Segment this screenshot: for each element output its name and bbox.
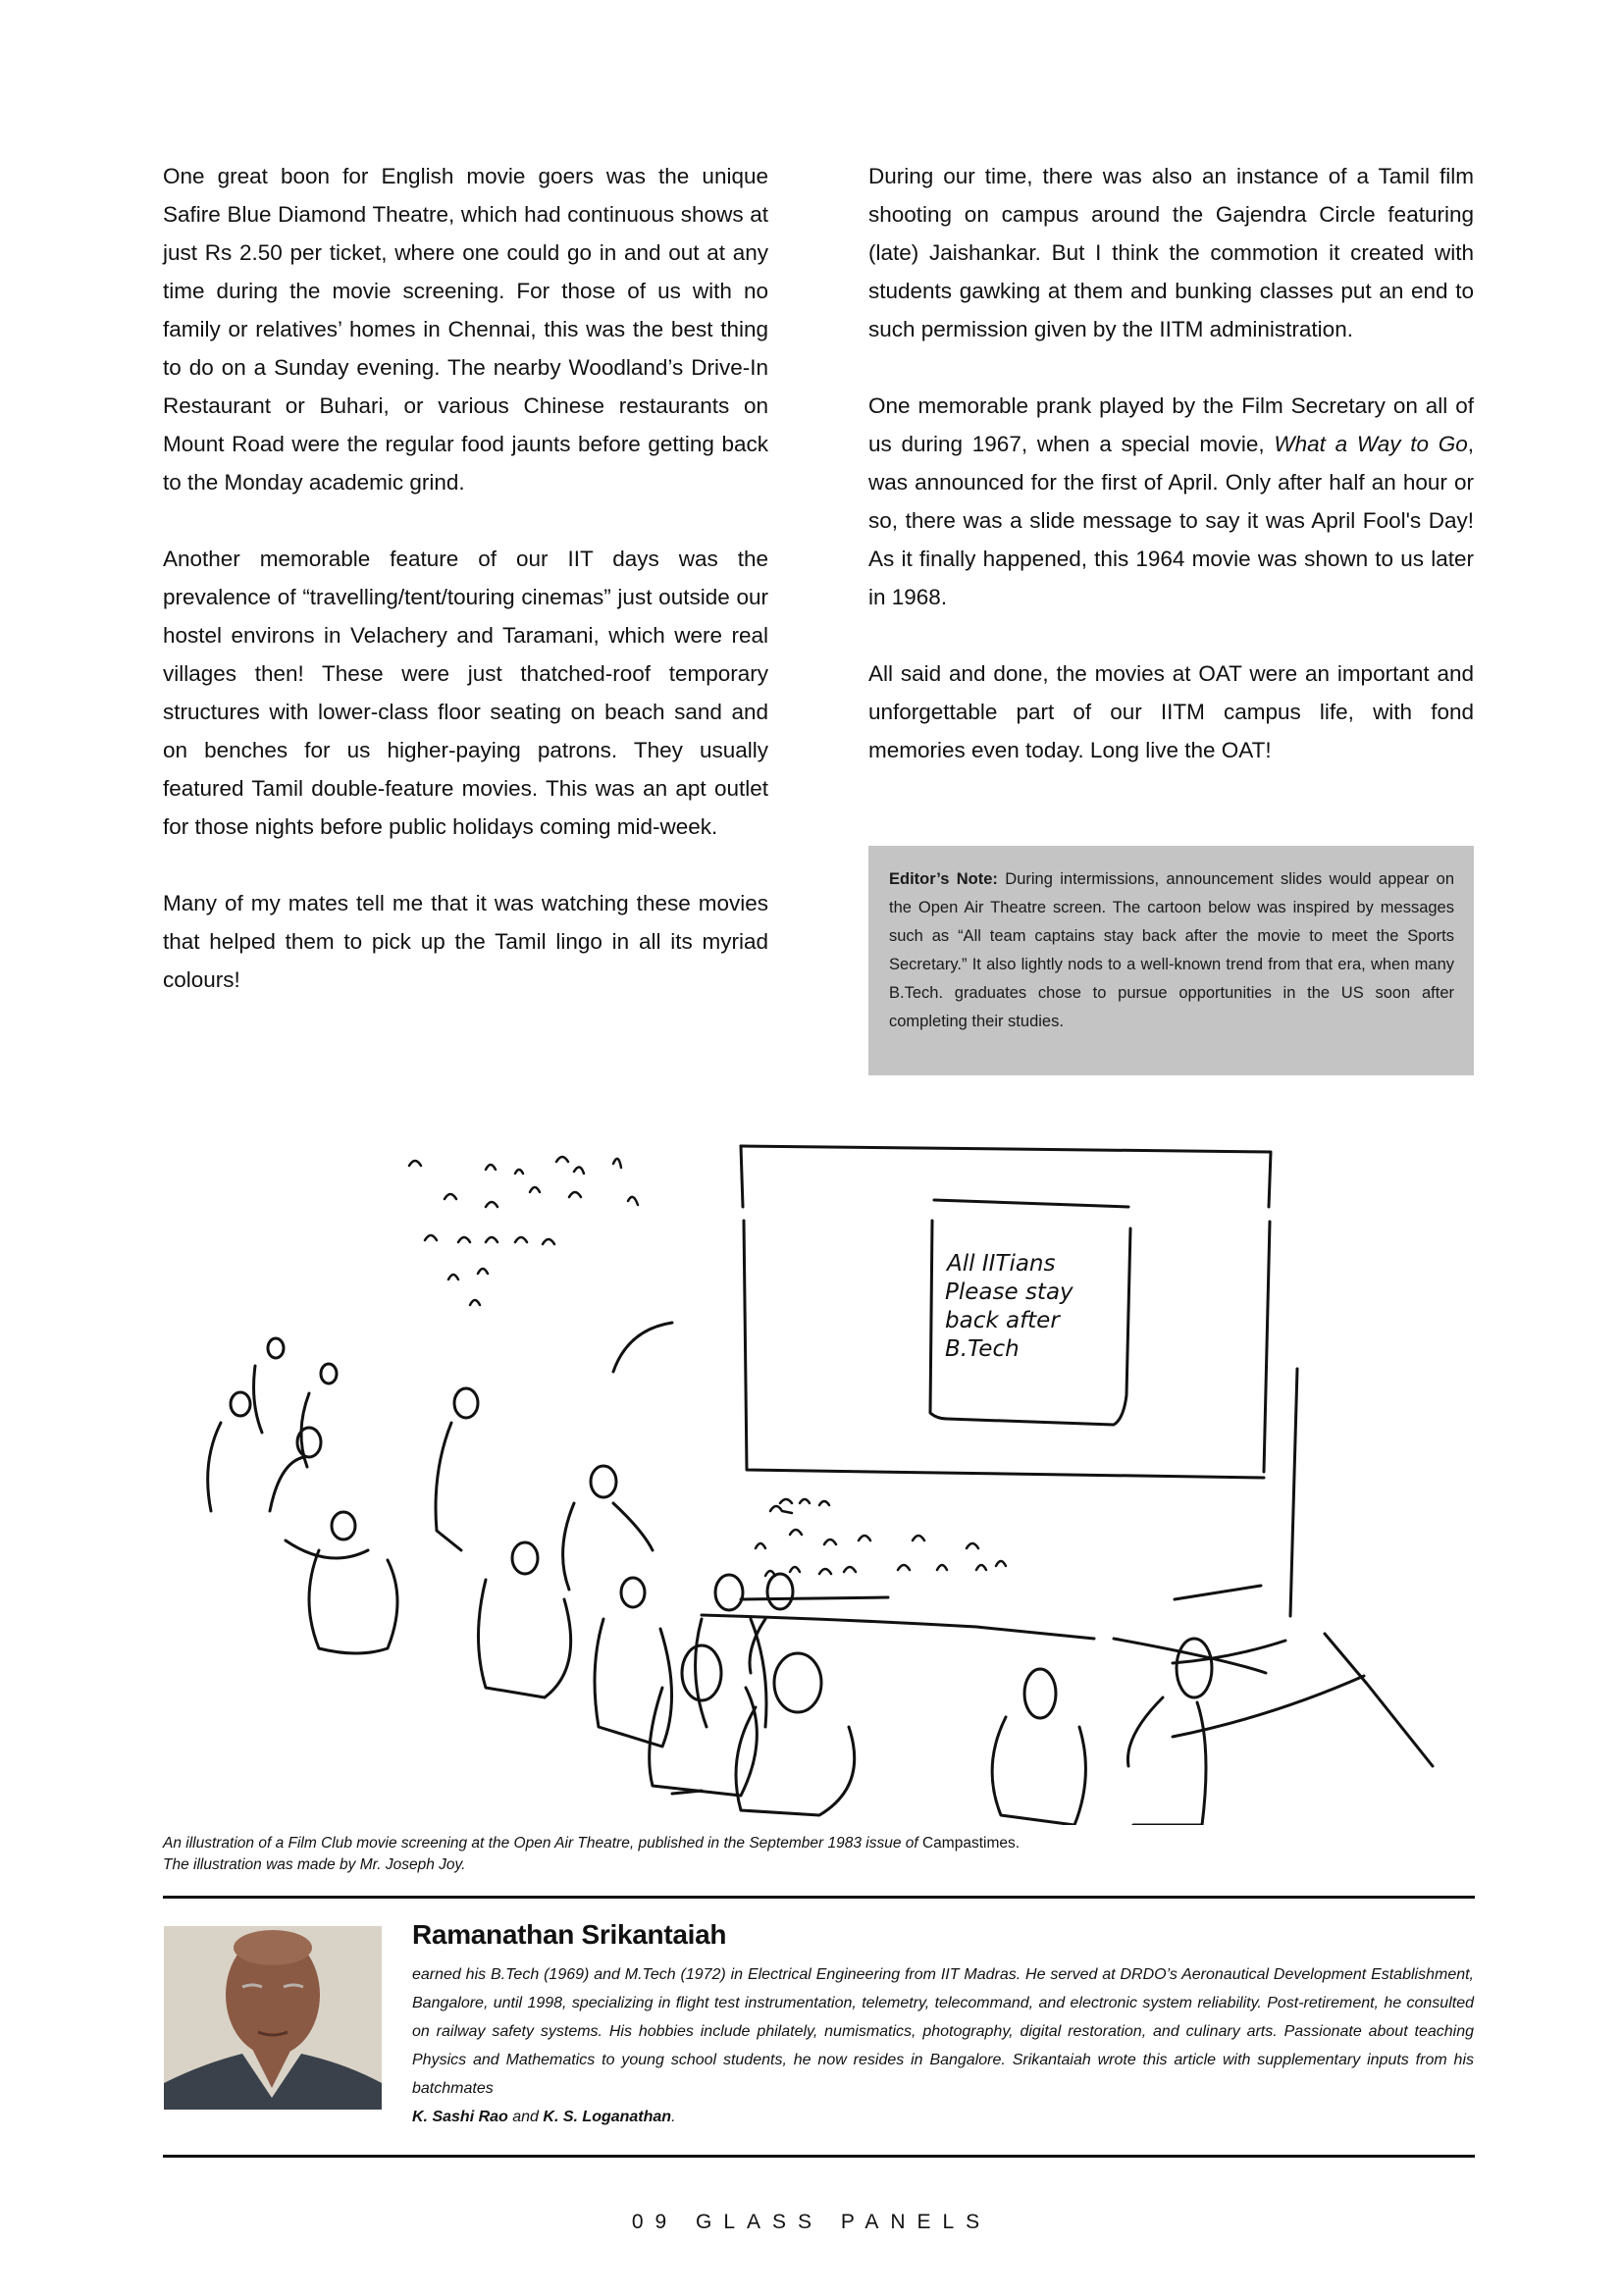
- divider-bottom: [163, 2155, 1475, 2158]
- author-photo: [164, 1926, 382, 2110]
- editors-note-label: Editor’s Note:: [889, 870, 998, 888]
- prank-text-before: One memorable prank played by the Film Secretary on all of us during 1967, when a special movie,: [868, 393, 1474, 456]
- author-bio-text: earned his B.Tech (1969) and M.Tech (1972) in Electrical Engineering from IIT Madras. He served at DRDO’s Aeronautical Development Establishment, Bangalore, until 1998, specializing in flight test instrumentation, telemetry, telecommand, and electronic system reliability. Post-retirement, he consulted on railway safety systems. His hobbies include philately, numismatics, photography, digital restoration, and culinary arts. Passionate about teaching Physics and Mathematics to young school students, he now resides in Bangalore. Srikantaiah wrote this article with supplementary inputs from his batchmates: [412, 1966, 1474, 2097]
- caption-line-1: An illustration of a Film Club movie screening at the Open Air Theatre, published in the September 1983 issue of Campastimes.: [163, 1835, 1021, 1852]
- article-right-column: [868, 157, 1474, 769]
- author-name: Ramanathan Srikantaiah: [412, 1919, 727, 1950]
- batchmate-1: K. Sashi Rao: [412, 2109, 508, 2125]
- cartoon-drawing-icon: [191, 1138, 1457, 1825]
- divider-top: [163, 1896, 1475, 1899]
- illustration-caption: [163, 1833, 1020, 1876]
- film-club-illustration: [191, 1138, 1457, 1825]
- paragraph-tamil-lingo: Many of my mates tell me that it was watching these movies that helped them to pick up the Tamil lingo in all its myriad colours!: [163, 891, 768, 992]
- article-left-column: [163, 157, 768, 999]
- svg-text:Please stay: Please stay: [945, 1279, 1073, 1305]
- svg-text:back after: back after: [945, 1308, 1060, 1333]
- portrait-icon: [164, 1926, 382, 2110]
- paragraph-april-fool-prank: [868, 387, 1474, 616]
- paragraph-conclusion: All said and done, the movies at OAT were an important and unforgettable part of our IITM campus life, with fond memories even today. Long live the OAT!: [868, 661, 1474, 762]
- publication-name: Campastimes.: [921, 1835, 1021, 1852]
- page-footer: 09 GLASS PANELS: [631, 2211, 992, 2233]
- batchmate-2: K. S. Loganathan: [543, 2109, 672, 2125]
- editors-note-text: During intermissions, announcement slides would appear on the Open Air Theatre screen. The cartoon below was inspired by messages such as “All team captains stay back after the movie to meet the Sports Secretary.” It also lightly nods to a well-known trend from that era, when many B.Tech. graduates chose to pursue opportunities in the US soon after completing their studies.: [889, 870, 1455, 1030]
- prank-text-after: , was announced for the first of April. Only after half an hour or so, there was a slide message to say it was April Fool's Day! As it finally happened, this 1964 movie was shown to us later in 1968.: [868, 432, 1475, 609]
- author-bio: earned his B.Tech (1969) and M.Tech (1972) in Electrical Engineering from IIT Madras. He served at DRDO’s Aeronautical Development Establishment, Bangalore, until 1998, specializing in flight test instrumentation, telemetry, telecommand, and electronic system reliability. Post-retirement, he consulted on railway safety systems. His hobbies include philately, numismatics, photography, digital restoration, and culinary arts. Passionate about teaching Physics and Mathematics to young school students, he now resides in Bangalore. Srikantaiah wrote this article with supplementary inputs from his batchmates K. Sashi Rao and K. S. Loganathan.: [412, 1966, 1474, 2125]
- paragraph-film-shooting: During our time, there was also an instance of a Tamil film shooting on campus around the Gajendra Circle featuring (late) Jaishankar. But I think the commotion it created with students gawking at them and bunking classes put an end to such permission given by the IITM administration.: [868, 164, 1474, 341]
- paragraph-blue-diamond: One great boon for English movie goers was the unique Safire Blue Diamond Theatre, which had continuous shows at just Rs 2.50 per ticket, where one could go in and out at any time during the movie screening. For those of us with no family or relatives’ homes in Chennai, this was the best thing to do on a Sunday evening. The nearby Woodland’s Drive-In Restaurant or Buhari, or various Chinese restaurants on Mount Road were the regular food jaunts before getting back to the Monday academic grind.: [163, 164, 768, 495]
- svg-text:B.Tech: B.Tech: [945, 1336, 1020, 1362]
- movie-title: What a Way to Go: [1274, 432, 1468, 456]
- svg-text:All IITians: All IITians: [947, 1251, 1056, 1277]
- editors-note-box: [868, 846, 1474, 1075]
- caption-line-2: The illustration was made by Mr. Joseph Joy.: [163, 1856, 466, 1873]
- paragraph-touring-cinemas: Another memorable feature of our IIT days was the prevalence of “travelling/tent/touring cinemas” just outside our hostel environs in Velachery and Taramani, which were real villages then! These were just thatched-roof temporary structures with lower-class floor seating on beach sand and on benches for us higher-paying patrons. They usually featured Tamil double-feature movies. This was an apt outlet for those nights before public holidays coming mid-week.: [163, 547, 768, 839]
